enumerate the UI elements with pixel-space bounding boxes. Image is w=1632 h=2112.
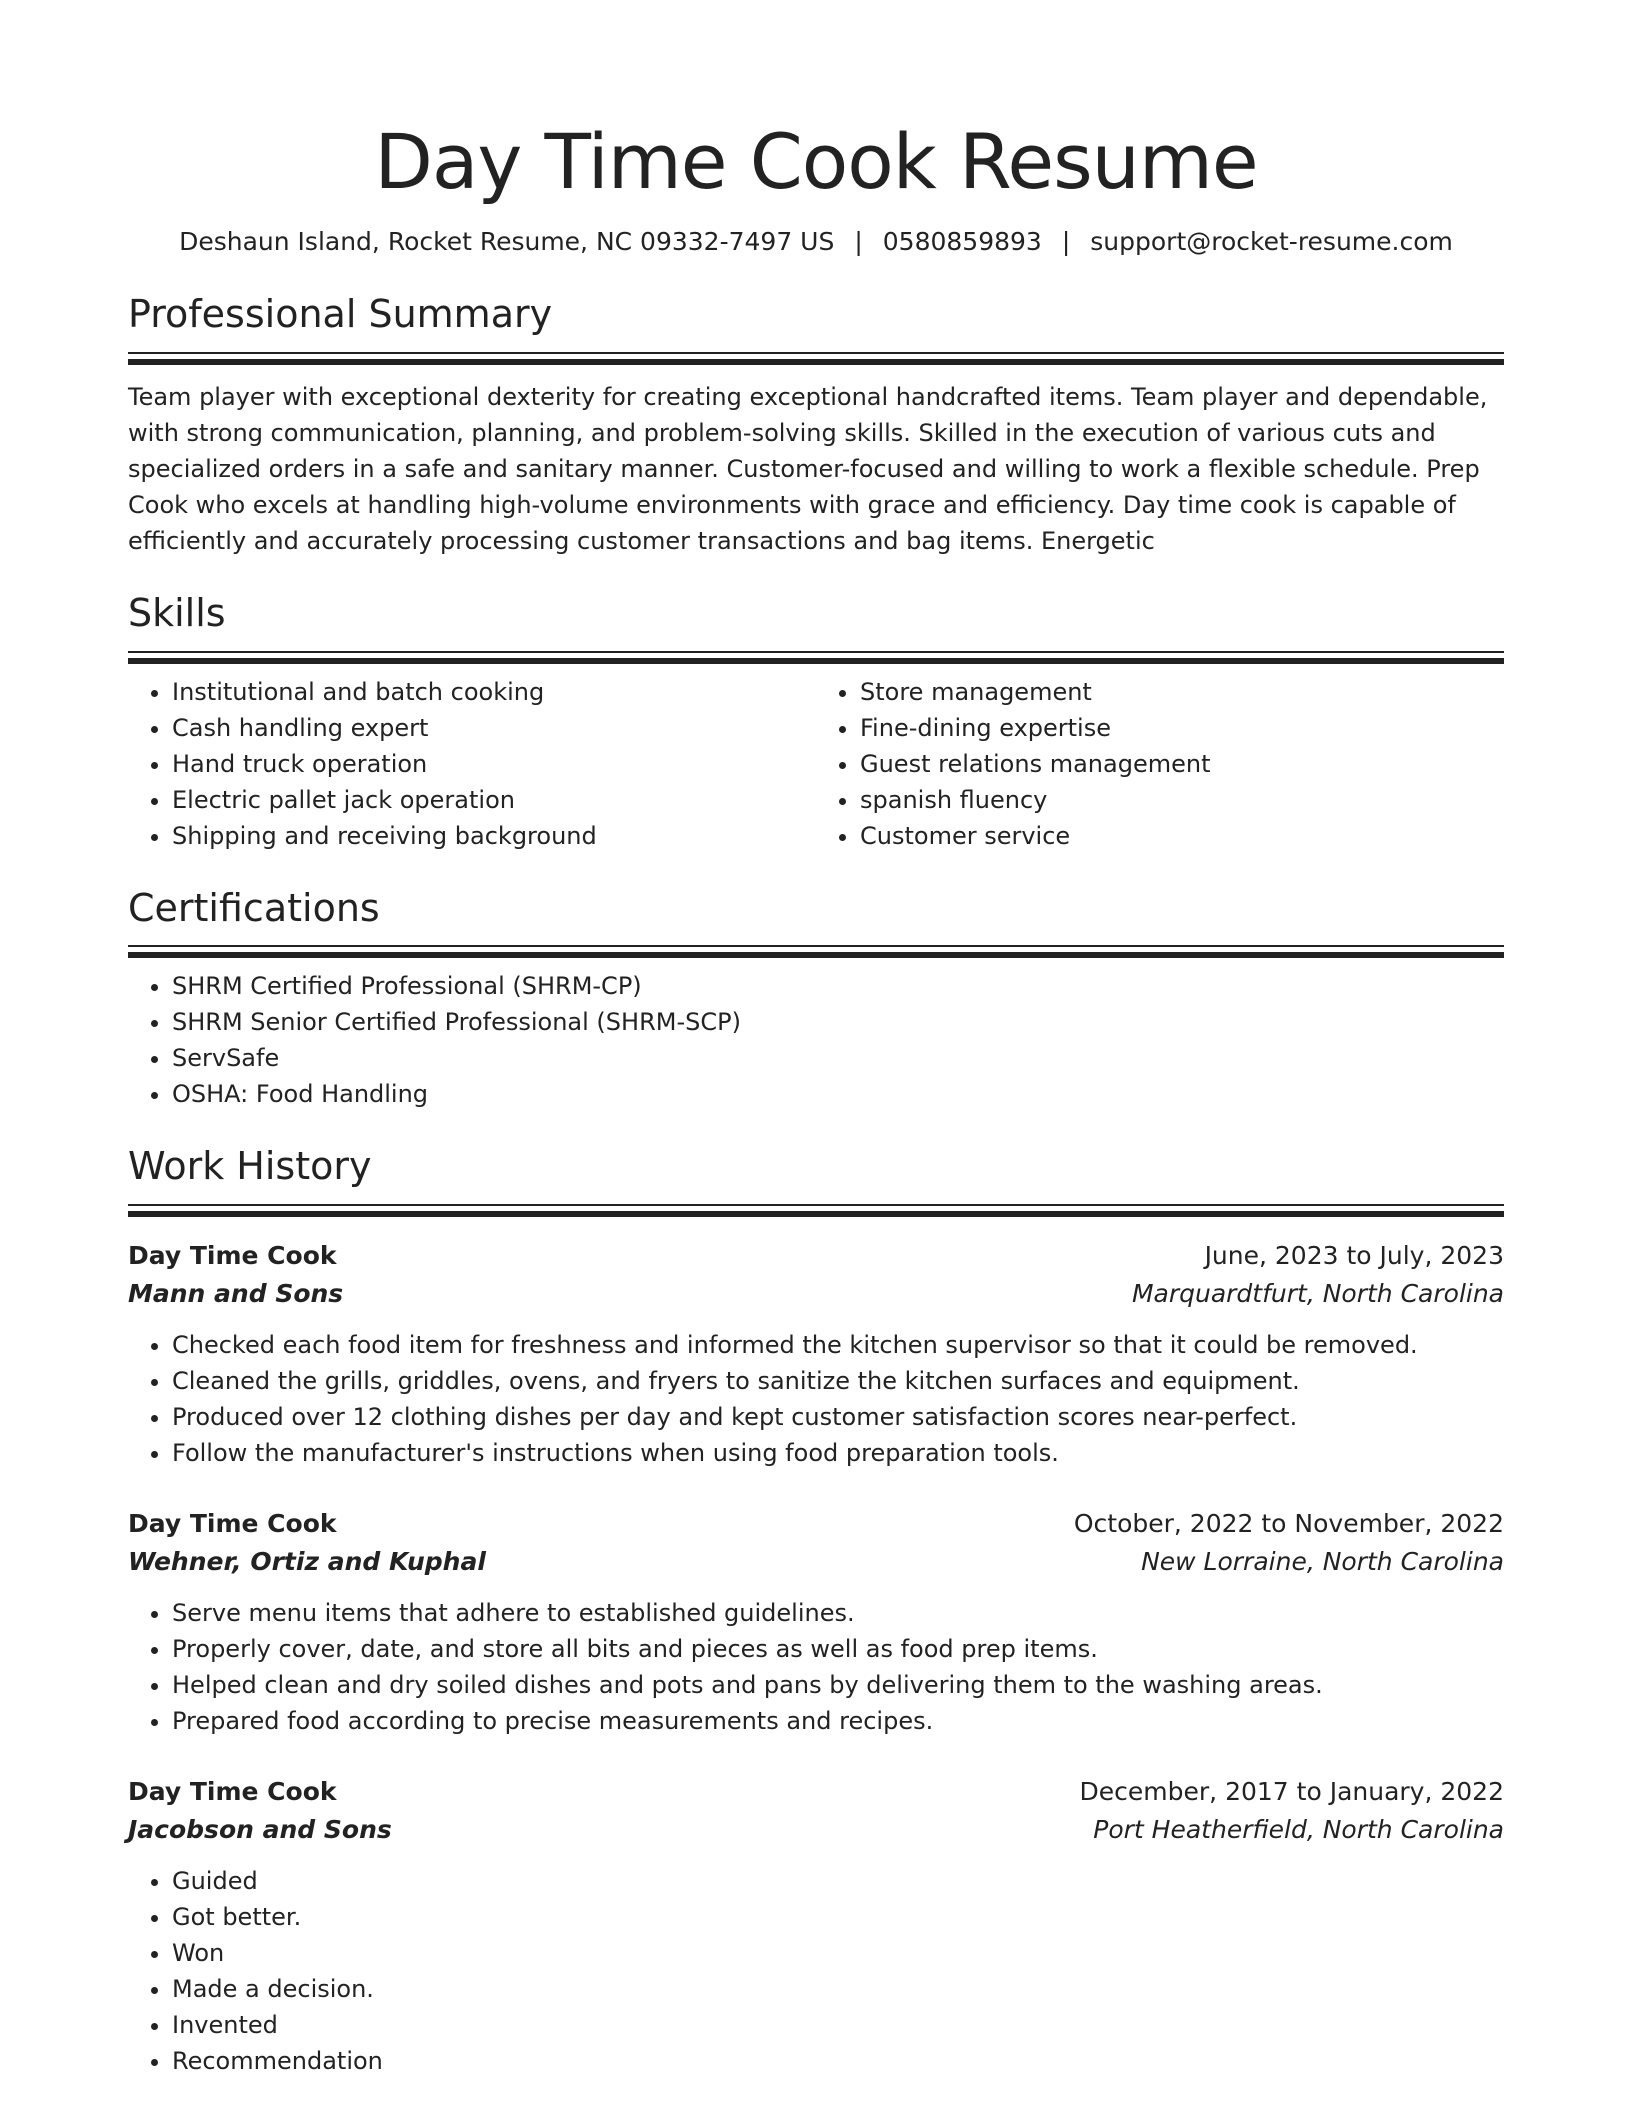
certifications-list bbox=[128, 968, 1504, 1112]
list-item: • Checked each food item for freshness and informed the kitchen supervisor so that it could be removed. bbox=[172, 1327, 1504, 1363]
job-company: Mann and Sons bbox=[128, 1278, 344, 1308]
job-location: Marquardtfurt, North Carolina bbox=[1131, 1278, 1504, 1308]
list-item: • Produced over 12 clothing dishes per day and kept customer satisfaction scores near-perfect. bbox=[172, 1399, 1504, 1435]
list-item: • Electric pallet jack operation bbox=[172, 782, 816, 818]
list-item: • ServSafe bbox=[172, 1040, 1504, 1076]
list-item: • Cash handling expert bbox=[172, 710, 816, 746]
job-title: Day Time Cook bbox=[128, 1240, 337, 1270]
section-divider bbox=[128, 1204, 1504, 1215]
job-dates: June, 2023 to July, 2023 bbox=[1204, 1240, 1504, 1270]
skills-heading: Skills bbox=[128, 590, 226, 635]
job-subheader-row bbox=[128, 1811, 1504, 1849]
work-section bbox=[128, 1144, 1504, 2079]
job-header-row bbox=[128, 1773, 1504, 1811]
job-entry bbox=[128, 1237, 1504, 1471]
list-item: • Customer service bbox=[860, 818, 1504, 854]
list-item: • Recommendation bbox=[172, 2043, 1504, 2079]
list-item: • Serve menu items that adhere to established guidelines. bbox=[172, 1595, 1504, 1631]
list-item: • Guided bbox=[172, 1863, 1504, 1899]
resume-title: Day Time Cook Resume bbox=[374, 117, 1258, 206]
list-item: • Cleaned the grills, griddles, ovens, and fryers to sanitize the kitchen surfaces and equipment. bbox=[172, 1363, 1504, 1399]
job-bullets bbox=[128, 1595, 1504, 1739]
summary-heading: Professional Summary bbox=[128, 292, 553, 337]
list-item: • Won bbox=[172, 1935, 1504, 1971]
job-dates: December, 2017 to January, 2022 bbox=[1079, 1776, 1504, 1806]
list-item: • Store management bbox=[860, 674, 1504, 710]
job-dates: October, 2022 to November, 2022 bbox=[1073, 1508, 1504, 1538]
list-item: • SHRM Senior Certified Professional (SHRM-SCP) bbox=[172, 1004, 1504, 1040]
list-item: • Fine-dining expertise bbox=[860, 710, 1504, 746]
skills-section bbox=[128, 591, 1504, 854]
certifications-section bbox=[128, 886, 1504, 1113]
job-location: New Lorraine, North Carolina bbox=[1141, 1546, 1504, 1576]
contact-separator: | bbox=[854, 227, 863, 257]
list-item: • Helped clean and dry soiled dishes and pots and pans by delivering them to the washing areas. bbox=[172, 1667, 1504, 1703]
summary-section bbox=[128, 292, 1504, 559]
section-divider bbox=[128, 945, 1504, 956]
list-item: • Hand truck operation bbox=[172, 746, 816, 782]
job-title: Day Time Cook bbox=[128, 1776, 337, 1806]
job-bullets bbox=[128, 1327, 1504, 1471]
skills-list-right bbox=[816, 674, 1504, 854]
job-company: Jacobson and Sons bbox=[128, 1814, 392, 1844]
job-subheader-row bbox=[128, 1543, 1504, 1581]
skills-list-left bbox=[128, 674, 816, 854]
job-bullets bbox=[128, 1863, 1504, 2079]
contact-line bbox=[128, 227, 1504, 256]
job-title: Day Time Cook bbox=[128, 1508, 337, 1538]
job-header-row bbox=[128, 1505, 1504, 1543]
section-divider bbox=[128, 651, 1504, 662]
section-divider bbox=[128, 352, 1504, 363]
job-company: Wehner, Ortiz and Kuphal bbox=[128, 1546, 486, 1576]
list-item: • Shipping and receiving background bbox=[172, 818, 816, 854]
contact-address: Deshaun Island, Rocket Resume, NC 09332-7497 US bbox=[179, 227, 835, 257]
list-item: • Prepared food according to precise measurements and recipes. bbox=[172, 1703, 1504, 1739]
skills-grid bbox=[128, 674, 1504, 854]
summary-text: Team player with exceptional dexterity for creating exceptional handcrafted items. Team player and dependable, with strong communication, planning, and problem-solving skills. Skilled in the execution of various cuts and specialized orders in a safe and sanitary manner. Customer-focused and willing to work a flexible schedule. Prep Cook who excels at handling high-volume environments with grace and efficiency. Day time cook is capable of efficiently and accurately processing customer transactions and bag items. Energetic bbox=[128, 382, 1488, 555]
list-item: • SHRM Certified Professional (SHRM-CP) bbox=[172, 968, 1504, 1004]
job-location: Port Heatherfield, North Carolina bbox=[1093, 1814, 1504, 1844]
contact-separator: | bbox=[1061, 227, 1071, 257]
certifications-heading: Certifications bbox=[128, 885, 380, 930]
list-item: • Guest relations management bbox=[860, 746, 1504, 782]
contact-email: support@rocket-resume.com bbox=[1090, 227, 1453, 257]
list-item: • Made a decision. bbox=[172, 1971, 1504, 2007]
contact-phone: 0580859893 bbox=[882, 227, 1042, 257]
job-header-row bbox=[128, 1237, 1504, 1275]
job-entry bbox=[128, 1773, 1504, 2079]
list-item: • spanish fluency bbox=[860, 782, 1504, 818]
list-item: • OSHA: Food Handling bbox=[172, 1076, 1504, 1112]
list-item: • Follow the manufacturer's instructions when using food preparation tools. bbox=[172, 1435, 1504, 1471]
list-item: • Institutional and batch cooking bbox=[172, 674, 816, 710]
job-subheader-row bbox=[128, 1275, 1504, 1313]
list-item: • Got better. bbox=[172, 1899, 1504, 1935]
work-heading: Work History bbox=[128, 1144, 372, 1189]
job-entry bbox=[128, 1505, 1504, 1739]
list-item: • Properly cover, date, and store all bits and pieces as well as food prep items. bbox=[172, 1631, 1504, 1667]
list-item: • Invented bbox=[172, 2007, 1504, 2043]
